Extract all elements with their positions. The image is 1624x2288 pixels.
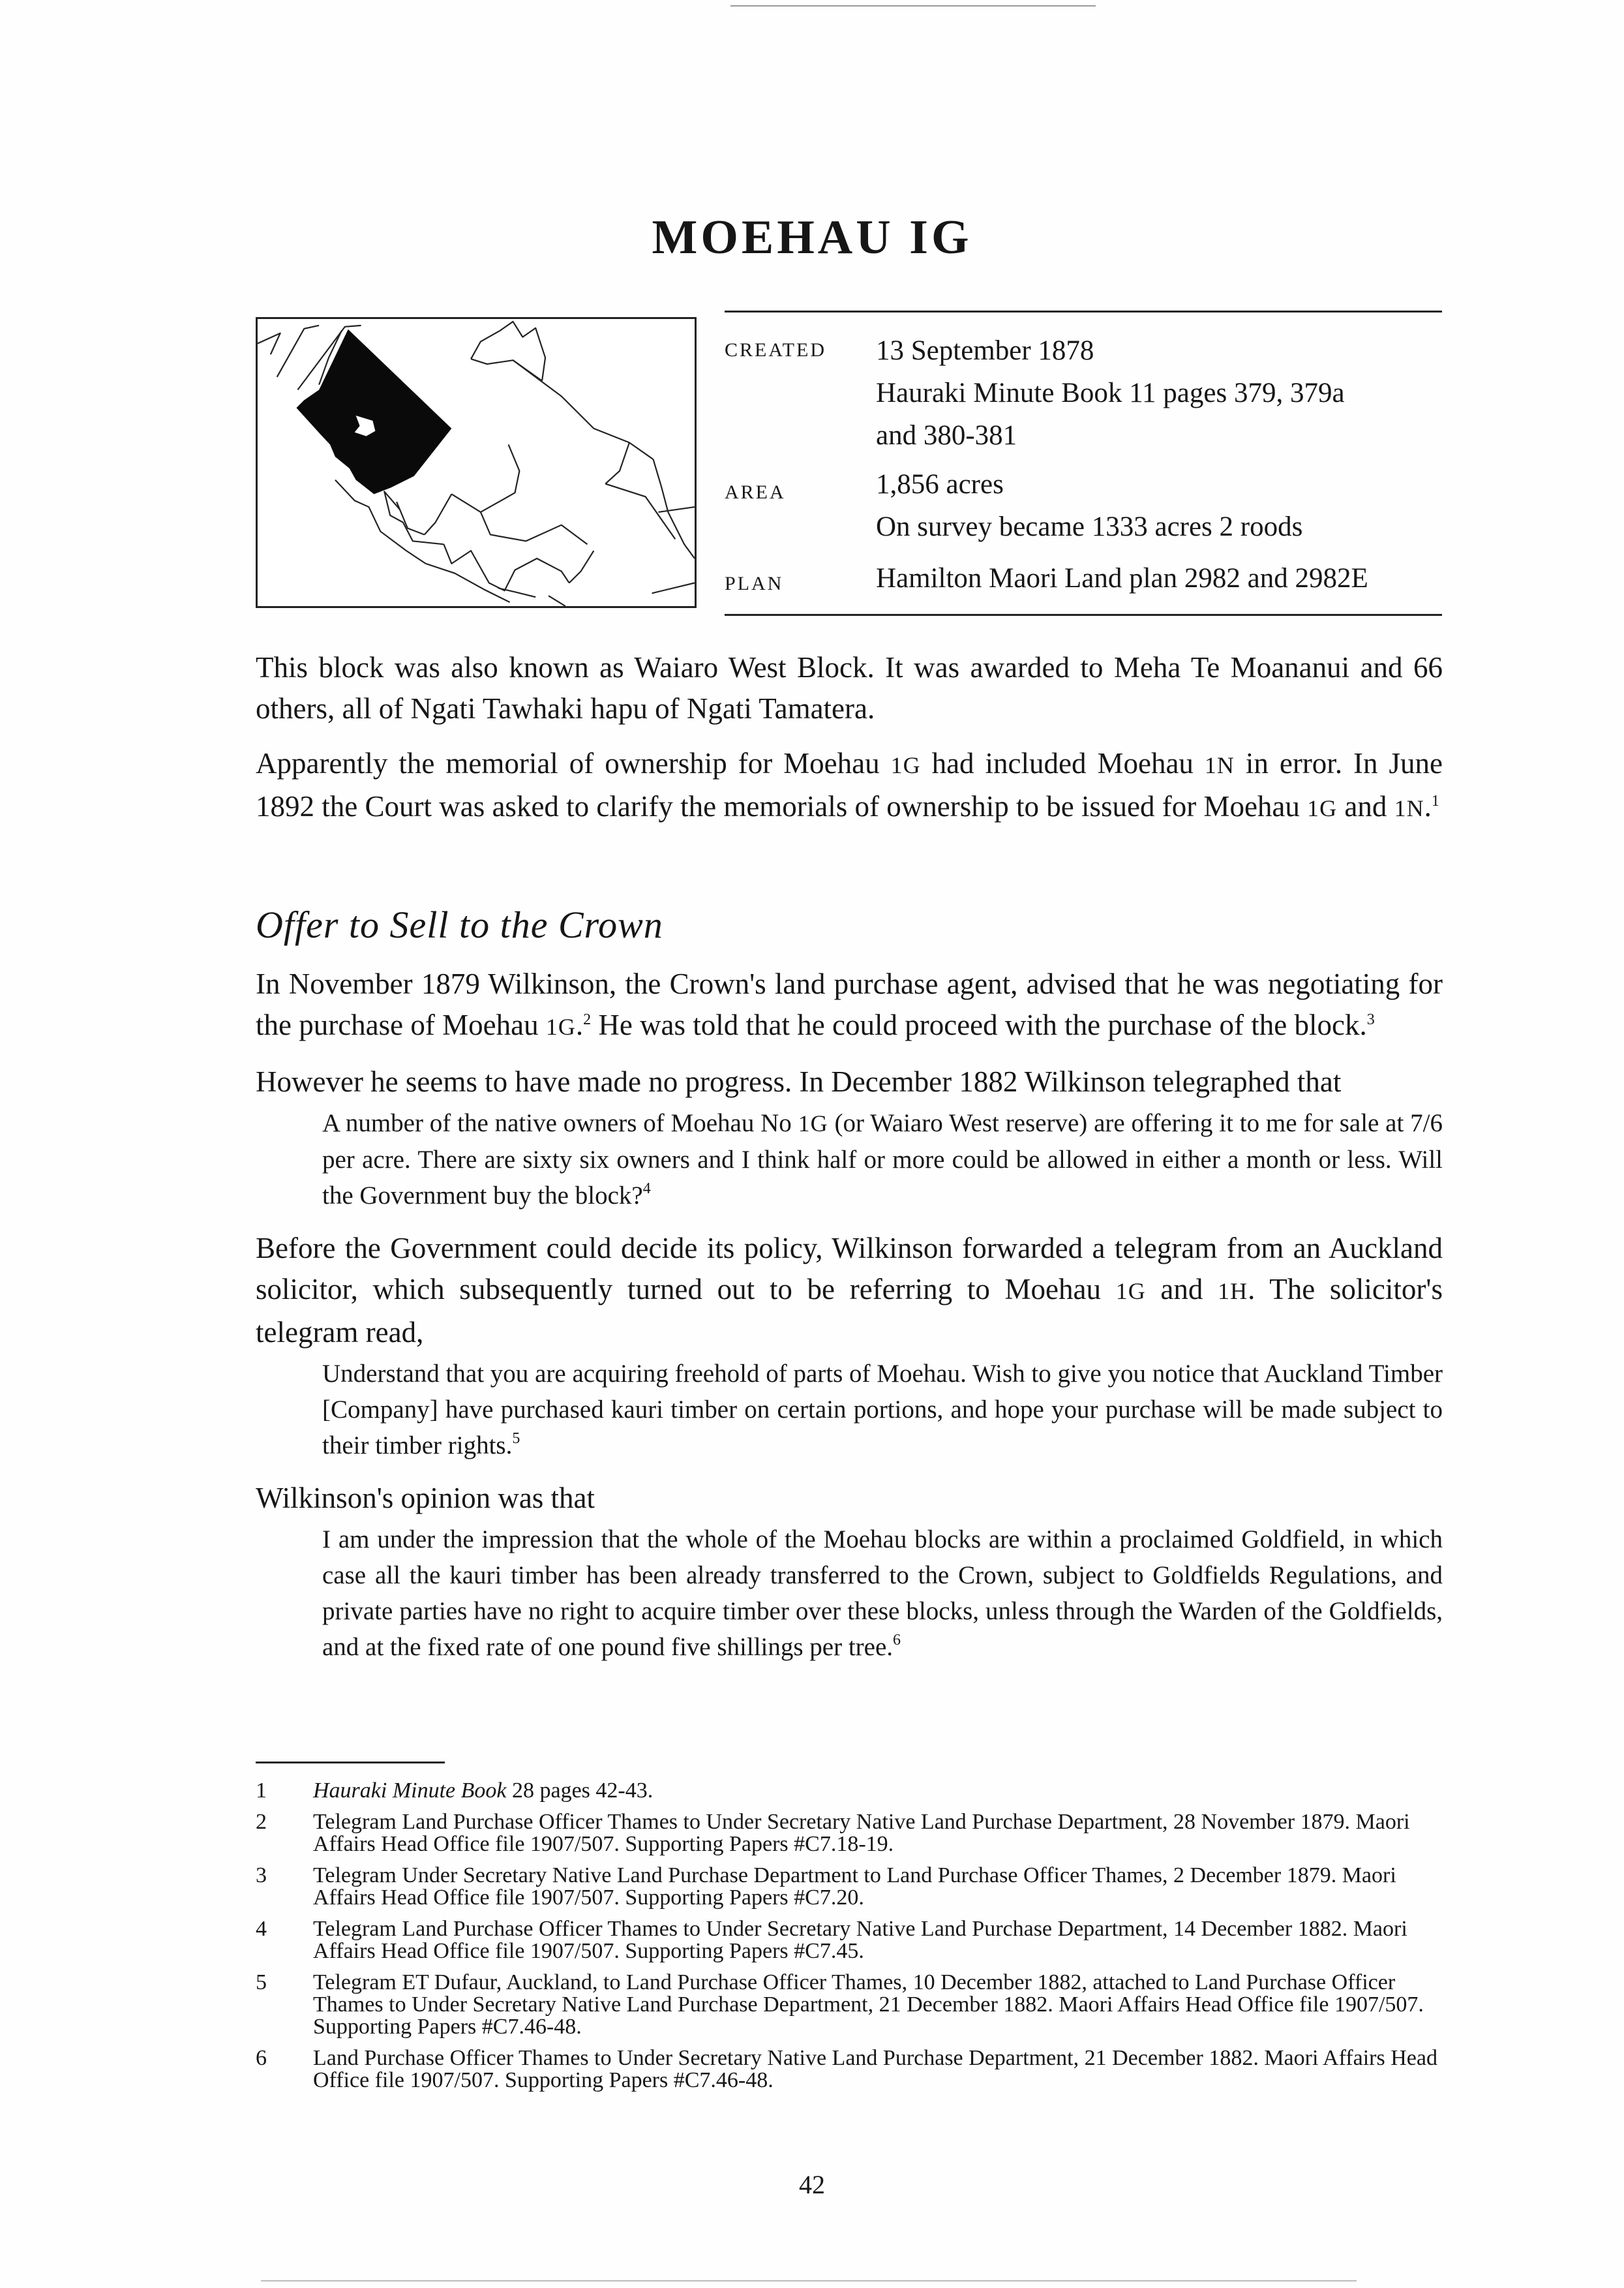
paragraph-wilkinson-opinion: Wilkinson's opinion was that (256, 1482, 595, 1514)
footnote (256, 1972, 1443, 2038)
footnote-ref: 3 (1366, 1011, 1375, 1028)
paragraph-block-name: This block was also known as Waiaro West Block. It was awarded to Meha Te Moananui and 66 others, all of Ngati Tawhaki hapu of Ngati Tamatera. (256, 651, 1443, 725)
map-boundary-line (451, 444, 519, 512)
paragraph-negotiating: In November 1879 Wilkinson, the Crown's land purchase agent, advised that he was negotiating for the purchase of Moehau 1G.$^2$ He was told that he could proceed with the purchase of the block.$^3$ (256, 968, 1443, 1041)
footnote-text: 28 pages 42-43. (506, 1778, 654, 1803)
area-acres: 1,856 acres (876, 469, 1004, 500)
page-title: MOEHAU IG (652, 211, 972, 264)
created-label: CREATED (725, 339, 826, 361)
moehau-1g-block-shape (296, 329, 451, 495)
footnote (256, 1780, 1443, 1802)
footnote-divider (256, 1762, 445, 1763)
footnote-number: 5 (256, 1970, 267, 1994)
footnote-ref: 6 (893, 1632, 901, 1649)
map-boundary-line (335, 480, 426, 564)
plan-value (876, 548, 1442, 615)
area-value (876, 457, 1442, 548)
footnote-ref: 1 (1431, 793, 1439, 810)
map-boundary-line (397, 502, 425, 534)
quote-solicitor: Understand that you are acquiring freehold of parts of Moehau. Wish to give you notice that Auckland Timber [Company] have purchased kauri timber on certain portions, and hope your purchase will be made subject to their timber rights.$^5$ (322, 1360, 1443, 1459)
map-boundary-line (258, 333, 280, 355)
map-boundary-line (426, 564, 510, 602)
created-minute-book: Hauraki Minute Book 11 pages 379, 379a (876, 378, 1345, 408)
map-drawing (258, 319, 695, 606)
area-on-survey: On survey became 1333 acres 2 roods (876, 511, 1303, 542)
section-heading: Offer to Sell to the Crown (256, 904, 663, 946)
footnote (256, 2047, 1443, 2092)
footnote-ref: 2 (583, 1011, 592, 1028)
footnote-number: 3 (256, 1863, 267, 1887)
map-boundary-line (444, 544, 569, 590)
created-date: 13 September 1878 (876, 335, 1094, 366)
footnote-text: Telegram Land Purchase Officer Thames to Under Secretary Native Land Purchase Department, 28 November 1879. Maori Affairs Head Office file 1907/507. Supporting Papers #C7.18-19. (313, 1810, 1410, 1856)
plan-row (725, 548, 1442, 615)
footnote-text: Telegram ET Dufaur, Auckland, to Land Purchase Officer Thames, 10 December 1882, attached to Land Purchase Officer Thames to Under Secretary Native Land Purchase Department, 21 December 1882. Maori Affairs Head Office file 1907/507. Supporting Papers #C7.46-48. (313, 1970, 1424, 2039)
footnote-number: 2 (256, 1810, 267, 1834)
intro-section (256, 647, 1443, 829)
map-boundary-line (652, 583, 695, 593)
scan-edge-bottom (261, 2280, 1357, 2281)
map-boundary-line (658, 507, 695, 512)
block-details-table (725, 311, 1442, 616)
footnote-number: 4 (256, 1917, 267, 1941)
page-number: 42 (799, 2170, 825, 2199)
plan-reference: Hamilton Maori Land plan 2982 and 2982E (876, 563, 1368, 594)
map-boundary-line (471, 322, 545, 381)
paragraph-solicitor-telegram: Before the Government could decide its policy, Wilkinson forwarded a telegram from an Auckland solicitor, which subsequently turned out to be referring to Moehau 1G and 1H. The solicitor's telegram read, (256, 1232, 1443, 1349)
footnote-text: Land Purchase Officer Thames to Under Secretary Native Land Purchase Department, 21 December 1882. Maori Affairs Head Office file 1907/507. Supporting Papers #C7.46-48. (313, 2046, 1437, 2092)
scan-edge-top (730, 5, 1096, 7)
map-boundary-line (605, 442, 629, 483)
footnotes (256, 1780, 1443, 2101)
created-row (725, 312, 1442, 457)
map-boundary-line (569, 551, 594, 583)
plan-label: PLAN (725, 573, 784, 594)
created-minute-book-cont: and 380-381 (876, 420, 1017, 451)
footnote-source-title: Hauraki Minute Book (313, 1778, 507, 1803)
quote-wilkinson-telegram: A number of the native owners of Moehau No 1G (or Waiaro West reserve) are offering it to me for sale at 7/6 per acre. There are sixty six owners and I think half or more could be allowed in either a month or less. Will the Government buy the block?$^4$ (322, 1109, 1443, 1210)
map-boundary-line (384, 491, 444, 544)
footnote-text: Telegram Under Secretary Native Land Purchase Department to Land Purchase Officer Thames, 2 December 1879. Maori Affairs Head Office file 1907/507. Supporting Papers #C7.20. (313, 1863, 1396, 1910)
footnote (256, 1865, 1443, 1909)
created-value (876, 312, 1442, 457)
paragraph-memorial-error: Apparently the memorial of ownership for Moehau 1G had included Moehau 1N in error. In June 1892 the Court was asked to clarify the memorials of ownership to be issued for Moehau 1G and 1N.$^1$ (256, 747, 1443, 823)
footnote-text: Telegram Land Purchase Officer Thames to Under Secretary Native Land Purchase Department, 14 December 1882. Maori Affairs Head Office file 1907/507. Supporting Papers #C7.45. (313, 1917, 1407, 1963)
map-boundary-line (471, 359, 542, 381)
map-boundary-line (481, 512, 588, 544)
map-boundary-line (513, 360, 653, 459)
footnote-number: 1 (256, 1778, 267, 1803)
map-boundary-line (549, 596, 565, 606)
map-boundary-line (425, 494, 452, 534)
area-label: AREA (725, 481, 786, 503)
footnote (256, 1811, 1443, 1855)
footnote-number: 6 (256, 2046, 267, 2070)
area-row (725, 457, 1442, 548)
offer-section (256, 964, 1443, 1665)
map-boundary-line (654, 459, 695, 558)
block-location-map (256, 317, 697, 608)
footnote (256, 1918, 1443, 1962)
footnote-ref: 4 (642, 1180, 651, 1197)
map-boundary-line (498, 588, 535, 597)
quote-goldfield: I am under the impression that the whole of the Moehau blocks are within a proclaimed Goldfield, in which case all the kauri timber has been already transferred to the Crown, subject to Goldfields Regulations, and private parties have no right to acquire timber over these blocks, unless through the Warden of the Goldfields, and at the fixed rate of one pound five shillings per tree.$^6$ (322, 1525, 1443, 1661)
paragraph-no-progress: However he seems to have made no progress. In December 1882 Wilkinson telegraphed that (256, 1065, 1342, 1098)
footnote-ref: 5 (512, 1430, 520, 1447)
